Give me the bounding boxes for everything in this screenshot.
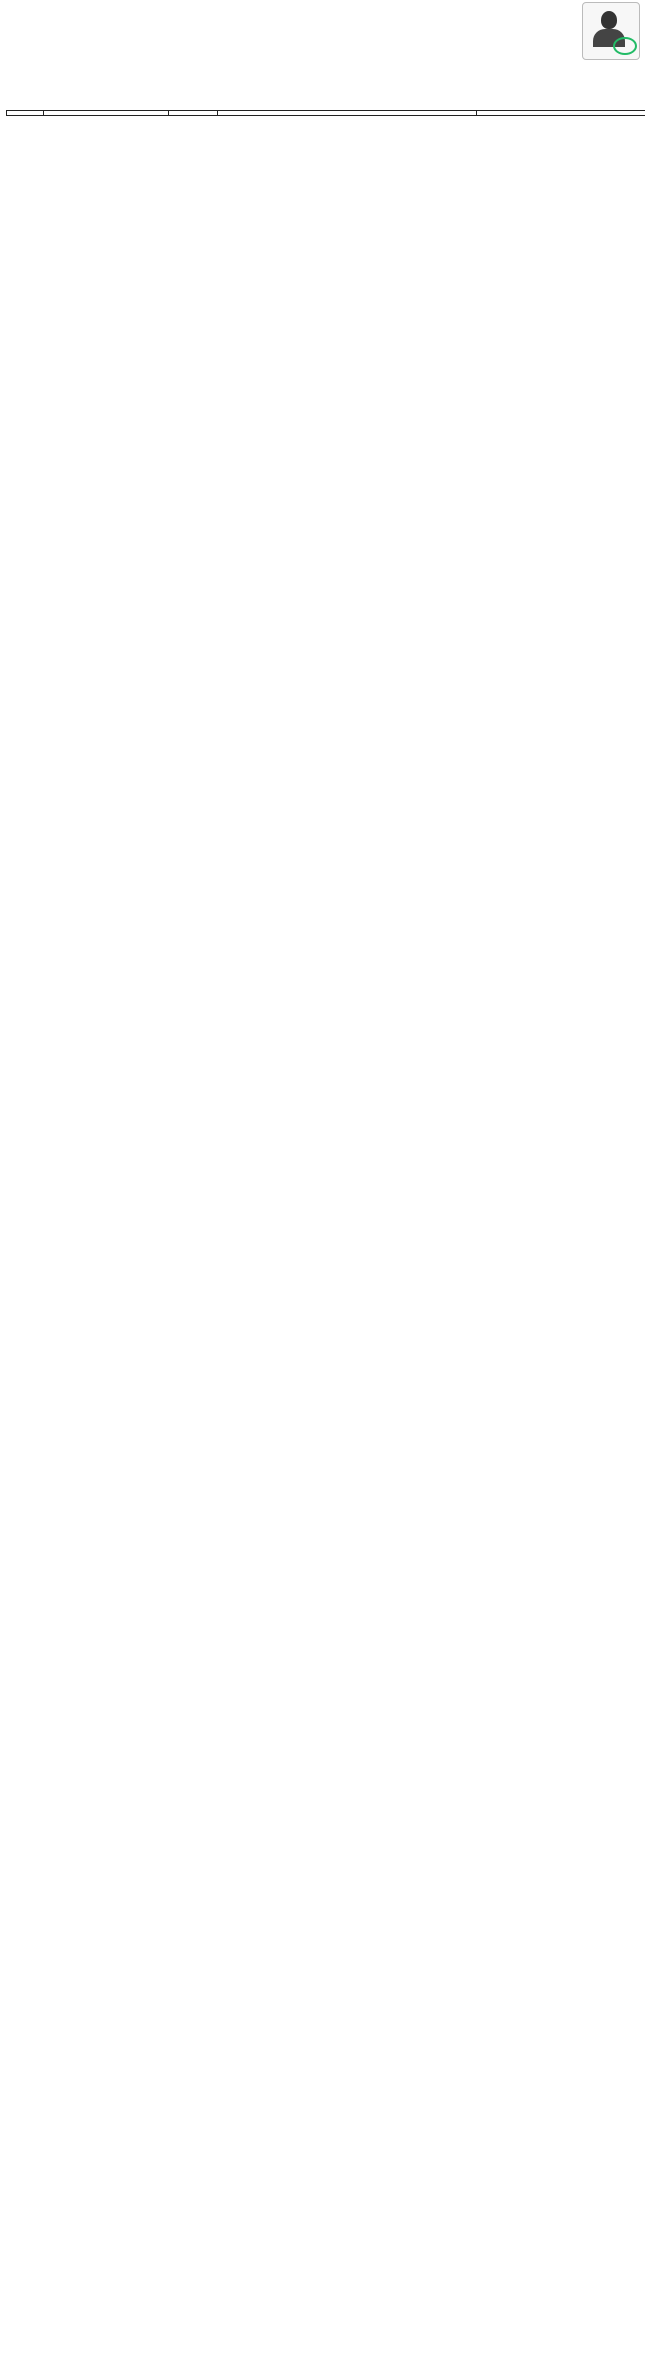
header-qualification	[218, 111, 477, 116]
header-districts	[477, 111, 645, 116]
portrait-logo-icon	[582, 2, 640, 60]
header-num	[7, 111, 44, 116]
table-header-row	[7, 111, 645, 116]
header-count	[169, 111, 218, 116]
vacancy-table	[6, 110, 645, 116]
header-post	[44, 111, 169, 116]
footer-section	[6, 1640, 639, 1662]
header	[0, 0, 645, 64]
